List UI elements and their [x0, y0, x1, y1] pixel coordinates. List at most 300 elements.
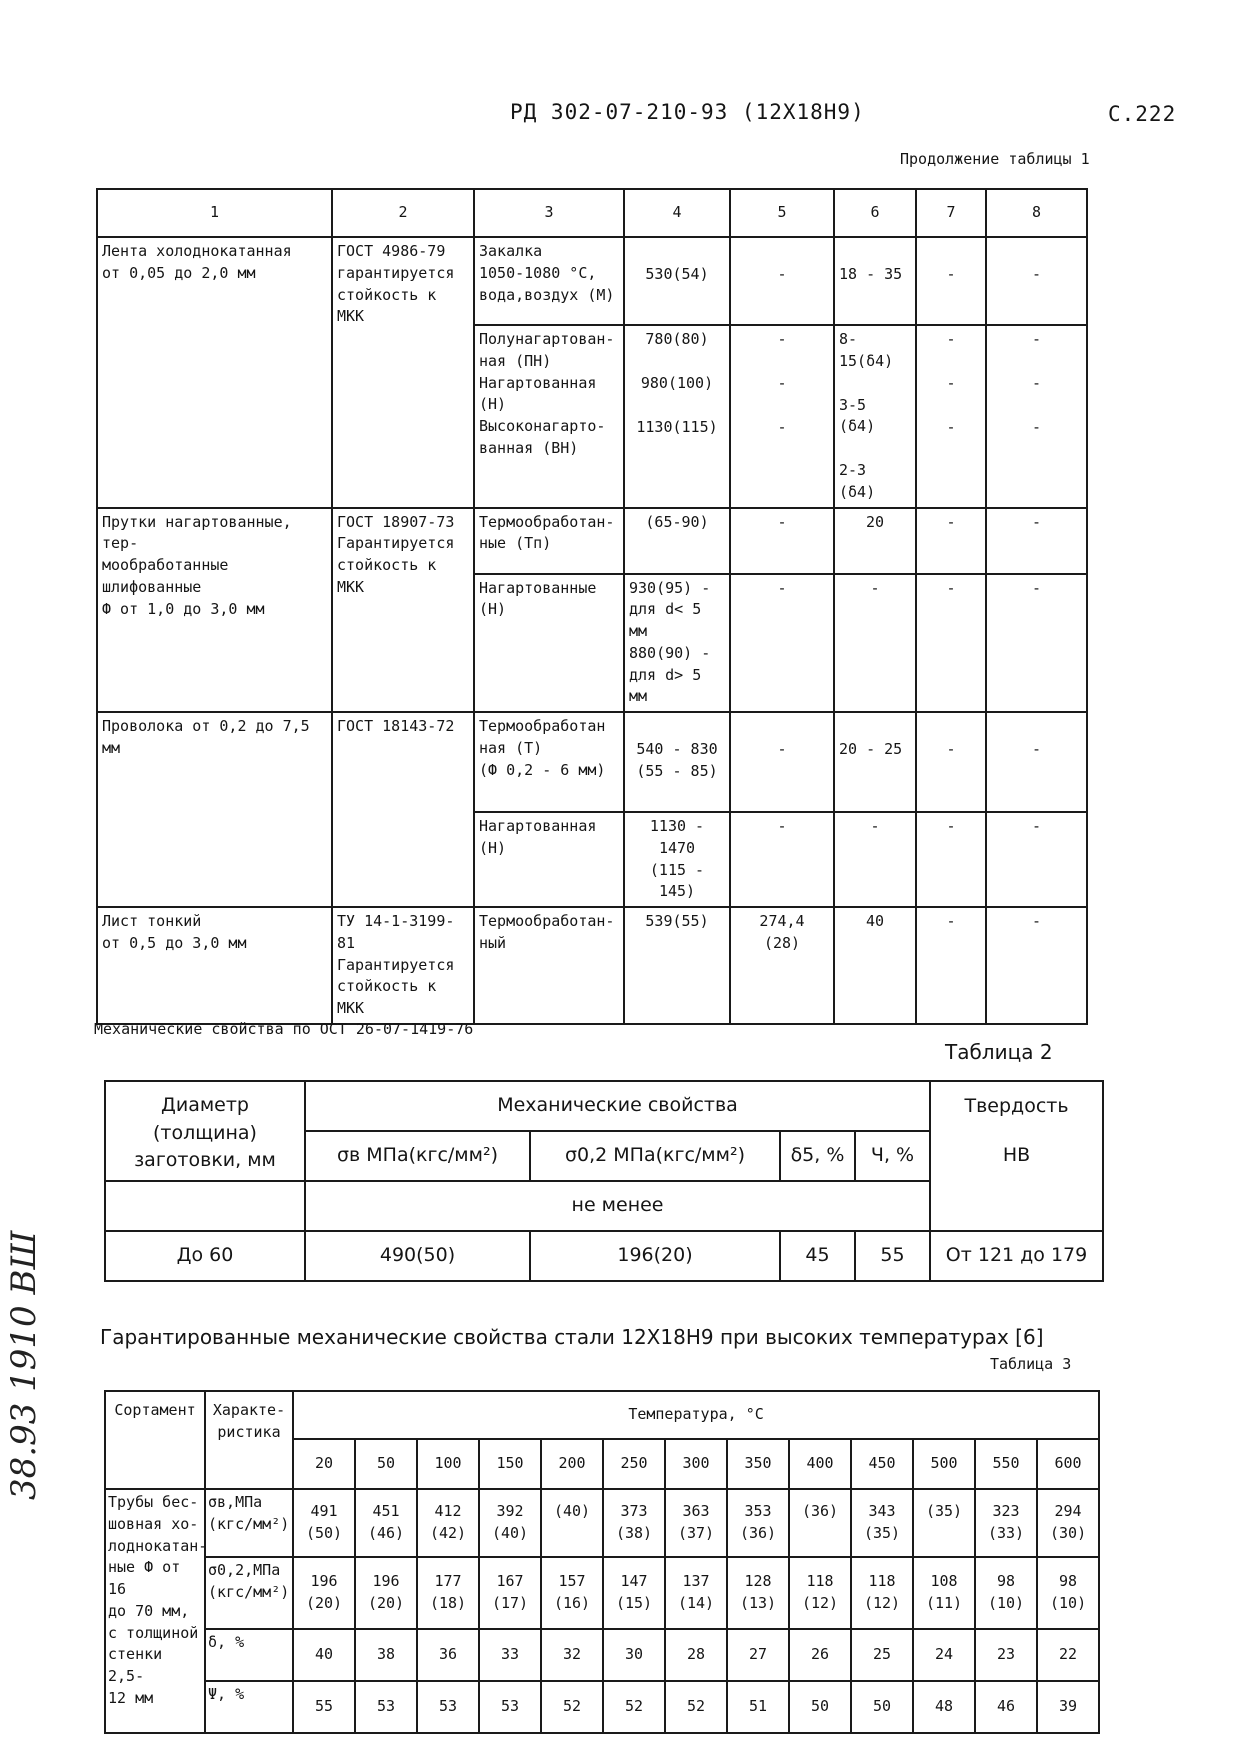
table-row [97, 907, 1087, 1024]
cell-line: (35) [863, 1524, 901, 1542]
value-cell [789, 1557, 851, 1629]
cell-line: 147 [620, 1572, 648, 1591]
value-cell [789, 1489, 851, 1557]
temperature-column-header: 400 [789, 1439, 851, 1489]
cell-line: МКК [337, 577, 365, 596]
tensile-strength-cell: 490(50) [305, 1231, 530, 1281]
cell-line: 46 [996, 1697, 1016, 1716]
cell-line: Термообработан- [479, 512, 615, 531]
cell-line: стойкость к [337, 556, 437, 574]
elongation-cell: 45 [780, 1231, 855, 1281]
cell-line: Нагартованная [479, 817, 597, 835]
col-header: 6 [834, 189, 916, 237]
cell-line: 1130(115) [636, 417, 718, 436]
value-cell [913, 1557, 975, 1629]
value-cell [916, 812, 986, 907]
cell-line: (15) [615, 1594, 653, 1612]
value-cell [789, 1681, 851, 1733]
value-cell [541, 1489, 603, 1557]
cell-line: (18) [429, 1594, 467, 1612]
cell-line: от 0,05 до 2,0 мм [102, 263, 256, 282]
cell-line: 412 [434, 1502, 462, 1521]
cell-line: 780(80) [645, 330, 709, 348]
value-cell [986, 907, 1087, 1024]
cell-line: Полунагартован- [479, 330, 615, 348]
cell-line: 18 - 35 [839, 265, 903, 283]
table-row [97, 508, 1087, 574]
cell-line: Ф от 1,0 до 3,0 мм [102, 599, 265, 618]
cell-line: - [1031, 512, 1042, 531]
cell-line: 27 [748, 1645, 768, 1664]
temperature-column-header: 200 [541, 1439, 603, 1489]
cell-line: (12) [863, 1594, 901, 1612]
cell-line: Гарантируется [337, 955, 455, 974]
cell-line: (16) [553, 1594, 591, 1612]
temperature-column-header: 50 [355, 1439, 417, 1489]
cell-line: 128 [744, 1572, 772, 1591]
value-cell [913, 1489, 975, 1557]
cell-line: 294 [1054, 1502, 1082, 1521]
value-cell [624, 237, 730, 325]
cell-line: - [777, 417, 787, 436]
cell-line: - [777, 265, 787, 283]
cell-line: - [946, 512, 956, 531]
value-cell [1037, 1629, 1099, 1681]
value-cell [355, 1629, 417, 1681]
mechanical-properties-header: Механические свойства [305, 1081, 930, 1131]
value-cell [851, 1629, 913, 1681]
cell-line: - [777, 817, 787, 835]
cell-line: - [946, 330, 956, 348]
table-row [105, 1629, 1099, 1681]
value-cell [541, 1681, 603, 1733]
value-cell [417, 1629, 479, 1681]
cell-line: (36) [801, 1502, 839, 1521]
product-cell [97, 508, 332, 713]
cell-line: 53 [376, 1697, 396, 1716]
cell-line: 980(100) [640, 373, 714, 392]
cell-line: 53 [500, 1697, 520, 1716]
cell-line: - [1031, 265, 1042, 283]
cell-line: до 70 мм, [108, 1601, 190, 1620]
cell-line: (40) [553, 1502, 591, 1521]
cell-line: шовная хо- [108, 1514, 199, 1533]
standard-cell [332, 237, 474, 508]
sortament-header: Сортамент [105, 1391, 205, 1489]
cell-line: (Н) [479, 395, 507, 414]
cell-line: (50) [305, 1524, 343, 1542]
temperature-column-header: 500 [913, 1439, 975, 1489]
value-cell [986, 574, 1087, 713]
cell-line: ная (ПН) [479, 351, 552, 370]
col-header: 7 [916, 189, 986, 237]
cell-line: - [777, 578, 787, 597]
cell-line: 539(55) [645, 912, 709, 930]
diameter-header: Диаметр (толщина) заготовки, мм [105, 1081, 305, 1181]
cell-line: Ψ, % [208, 1685, 245, 1703]
value-cell [730, 812, 834, 907]
value-cell [624, 325, 730, 508]
cell-line: - [946, 417, 956, 436]
characteristic-header [205, 1391, 293, 1489]
cell-line: (11) [925, 1594, 963, 1612]
value-cell [665, 1489, 727, 1557]
value-cell [916, 237, 986, 325]
value-cell [834, 574, 916, 713]
yield-strength-cell: 196(20) [530, 1231, 780, 1281]
value-cell [624, 812, 730, 907]
cell-line: 38 [376, 1645, 396, 1664]
value-cell [834, 237, 916, 325]
value-cell [986, 508, 1087, 574]
col-header: 8 [986, 189, 1087, 237]
hardness-cell: От 121 до 179 [930, 1231, 1103, 1281]
cell-line: - [1031, 330, 1042, 348]
cell-line: - [777, 373, 787, 392]
cell-line: - [777, 512, 787, 531]
cell-line: 137 [682, 1572, 710, 1591]
cell-line: 24 [934, 1645, 954, 1664]
table-row [97, 237, 1087, 325]
cell-line: 157 [558, 1572, 586, 1591]
cell-line: (115 - 145) [649, 860, 705, 901]
cell-line: 52 [624, 1697, 644, 1716]
cell-line: (33) [987, 1524, 1025, 1542]
cell-line: (37) [677, 1524, 715, 1542]
cell-line: ГОСТ 18907-73 [337, 512, 455, 531]
value-cell [624, 508, 730, 574]
value-cell [1037, 1489, 1099, 1557]
cell-line: - [1031, 417, 1042, 436]
cell-line: - [1031, 912, 1042, 930]
value-cell [986, 325, 1087, 508]
cell-line: 3-5 (δ4) [839, 395, 876, 436]
characteristic-cell [205, 1557, 293, 1629]
col-header: 4 [624, 189, 730, 237]
value-cell [916, 508, 986, 574]
cell-line: 12 мм [108, 1688, 154, 1707]
condition-cell [474, 907, 624, 1024]
cell-line: (Н) [479, 838, 507, 857]
value-cell [913, 1629, 975, 1681]
cell-line: (14) [677, 1594, 715, 1612]
value-cell [727, 1629, 789, 1681]
temperature-column-header: 600 [1037, 1439, 1099, 1489]
cell-line: 118 [868, 1572, 896, 1591]
cell-line: Характе- [212, 1401, 286, 1419]
cell-line: - [870, 817, 880, 835]
value-cell [916, 712, 986, 812]
cell-line: (кгс/мм²) [208, 1514, 290, 1533]
temperature-column-header: 250 [603, 1439, 665, 1489]
handwritten-note: 38.93 1910 ВШ [4, 1230, 44, 1500]
value-cell [603, 1629, 665, 1681]
cell-line: (12) [801, 1594, 839, 1612]
value-cell [851, 1489, 913, 1557]
cell-line: (10) [987, 1594, 1025, 1612]
cell-line: 167 [496, 1572, 524, 1591]
cell-line: 363 [682, 1502, 710, 1521]
cell-line: σ0,2,МПа [208, 1561, 281, 1579]
temperature-column-header: 550 [975, 1439, 1037, 1489]
cell-line: - [777, 740, 787, 758]
cell-line: ГОСТ 4986-79 [337, 242, 446, 260]
cell-line: (36) [739, 1524, 777, 1542]
condition-cell [474, 508, 624, 574]
value-cell [916, 325, 986, 508]
cell-line: Термообработан [479, 717, 606, 735]
value-cell [730, 237, 834, 325]
cell-line: - [946, 373, 956, 392]
value-cell [834, 712, 916, 812]
value-cell [730, 907, 834, 1024]
value-cell [789, 1629, 851, 1681]
cell-line: стойкость к МКК [337, 977, 437, 1017]
cell-line: ный [479, 933, 507, 952]
standard-cell [332, 712, 474, 907]
value-cell [355, 1557, 417, 1629]
cell-line: Нагартованные (Н) [479, 578, 597, 619]
cell-line: (38) [615, 1524, 653, 1542]
cell-line: вода,воздух (М) [479, 285, 615, 304]
cell-line: (20) [367, 1594, 405, 1612]
value-cell [624, 712, 730, 812]
cell-line: σв,МПа [208, 1493, 263, 1511]
cell-line: 32 [562, 1645, 582, 1664]
cell-line: 530(54) [645, 265, 709, 283]
cell-line: Лист тонкий [102, 912, 202, 930]
cell-line: Термообработан- [479, 912, 615, 930]
cell-line: Прутки нагартованные, тер- [102, 512, 292, 553]
temperature-column-header: 350 [727, 1439, 789, 1489]
characteristic-cell [205, 1629, 293, 1681]
value-cell [624, 907, 730, 1024]
cell-line: - [946, 817, 956, 835]
cell-line: мообработанные шлифованные [102, 556, 229, 596]
table-1-header-row [97, 189, 1087, 237]
cell-line: ные Ф от 16 [108, 1558, 181, 1598]
cell-line: Высоконагарто- [479, 417, 606, 435]
cell-line: 118 [806, 1572, 834, 1591]
value-cell [541, 1629, 603, 1681]
cell-line: Лента холоднокатанная [102, 242, 292, 260]
cell-line: - [1031, 578, 1042, 597]
value-cell [603, 1681, 665, 1733]
cell-line: 48 [934, 1697, 954, 1716]
cell-line: Нагартованная [479, 373, 597, 392]
table-row [105, 1231, 1103, 1281]
cell-line: 28 [686, 1645, 706, 1664]
value-cell [624, 574, 730, 713]
yield-strength-header: σ0,2 МПа(кгс/мм²) [530, 1131, 780, 1181]
value-cell [293, 1557, 355, 1629]
cell-line: 20 [865, 512, 885, 531]
temperature-column-header: 300 [665, 1439, 727, 1489]
cell-line: 55 [314, 1697, 334, 1716]
value-cell [834, 907, 916, 1024]
value-cell [730, 508, 834, 574]
cell-line: (30) [1049, 1524, 1087, 1542]
col-header: 1 [97, 189, 332, 237]
value-cell [913, 1681, 975, 1733]
cell-line: - [1031, 373, 1042, 392]
value-cell [851, 1681, 913, 1733]
cell-line: δ, % [208, 1633, 245, 1651]
cell-line: с толщиной [108, 1623, 199, 1642]
value-cell [541, 1557, 603, 1629]
cell-line: 52 [686, 1697, 706, 1716]
cell-line: (20) [305, 1594, 343, 1612]
cell-line: (10) [1049, 1594, 1087, 1612]
cell-line: 491 [310, 1502, 338, 1521]
cell-line: 8-15(δ4) [839, 330, 894, 370]
value-cell [479, 1681, 541, 1733]
cell-line: 274,4 [759, 912, 805, 930]
cell-line: (17) [491, 1594, 529, 1612]
cell-line: 40 [314, 1645, 334, 1664]
tensile-strength-header: σв МПа(кгс/мм²) [305, 1131, 530, 1181]
value-cell [730, 574, 834, 713]
cell-line: (42) [429, 1524, 467, 1542]
value-cell [293, 1681, 355, 1733]
sortament-cell [105, 1489, 208, 1733]
value-cell [479, 1629, 541, 1681]
value-cell [417, 1681, 479, 1733]
value-cell [975, 1629, 1037, 1681]
value-cell [834, 812, 916, 907]
cell-line: Трубы бес- [108, 1493, 199, 1511]
table-2 [104, 1080, 1104, 1282]
cell-line: 50 [872, 1697, 892, 1716]
cell-line: 51 [748, 1697, 768, 1716]
reduction-header: Ч, % [855, 1131, 930, 1181]
cell-line: (Ф 0,2 - 6 мм) [479, 760, 606, 779]
cell-line: (46) [367, 1524, 405, 1542]
cell-line: 50 [810, 1697, 830, 1716]
value-cell [727, 1681, 789, 1733]
cell-line: 98 [996, 1572, 1016, 1591]
cell-line: для d< 5 мм [629, 600, 702, 640]
cell-line: - [870, 578, 880, 597]
table-continuation-label: Продолжение таблицы 1 [900, 150, 1090, 168]
col-header: 5 [730, 189, 834, 237]
cell-line: Гарантируется [337, 534, 455, 553]
value-cell [1037, 1681, 1099, 1733]
cell-line: (13) [739, 1594, 777, 1612]
cell-line: (55 - 85) [636, 761, 718, 780]
value-cell [417, 1557, 479, 1629]
cell-line: 98 [1059, 1572, 1078, 1591]
table-3 [104, 1390, 1100, 1734]
cell-line: 343 [868, 1502, 896, 1521]
cell-line: (40) [491, 1524, 529, 1542]
cell-line [792, 1523, 848, 1545]
value-cell [986, 237, 1087, 325]
value-cell [727, 1489, 789, 1557]
value-cell [603, 1489, 665, 1557]
cell-line: Проволока от 0,2 до 7,5 мм [102, 717, 310, 757]
cell-line: 108 [930, 1572, 958, 1591]
cell-line [916, 1523, 972, 1545]
value-cell [986, 712, 1087, 812]
characteristic-cell [205, 1489, 293, 1557]
cell-line: 1130 - 1470 [649, 817, 705, 857]
cell-line: ТУ 14-1-3199-81 [337, 912, 455, 952]
condition-cell [474, 574, 624, 713]
cell-line: (28) [763, 933, 801, 952]
cell-line: - [1031, 740, 1042, 758]
cell-line: гарантируется [337, 263, 455, 282]
table-row [105, 1681, 1099, 1733]
document-code: РД 302-07-210-93 (12Х18Н9) [510, 100, 865, 124]
value-cell [851, 1557, 913, 1629]
value-cell [986, 812, 1087, 907]
cell-line: 177 [434, 1572, 462, 1591]
cell-line: 53 [438, 1697, 458, 1716]
value-cell [293, 1489, 355, 1557]
not-less-label: не менее [305, 1181, 930, 1231]
cell-line: ванная (ВН) [479, 438, 579, 457]
cell-line: стойкость к МКК [337, 285, 437, 326]
value-cell [975, 1681, 1037, 1733]
value-cell [727, 1557, 789, 1629]
value-cell [479, 1489, 541, 1557]
value-cell [916, 574, 986, 713]
cell-line: 540 - 830 [636, 740, 718, 758]
cell-line: - [946, 578, 956, 597]
cell-line: ные (Тп) [479, 534, 552, 553]
temperature-header: Температура, °С [293, 1391, 1099, 1439]
cell-line: 196 [310, 1572, 338, 1591]
value-cell [730, 712, 834, 812]
condition-cell [474, 325, 624, 508]
value-cell [834, 508, 916, 574]
cell-line: 23 [996, 1645, 1016, 1664]
characteristic-cell [205, 1681, 293, 1733]
value-cell [665, 1557, 727, 1629]
value-cell [730, 325, 834, 508]
cell-line: 196 [372, 1572, 400, 1591]
value-cell [665, 1681, 727, 1733]
cell-line: - [946, 265, 956, 283]
table-3-label: Таблица 3 [990, 1355, 1072, 1373]
cell-line: 373 [620, 1502, 648, 1521]
cell-line: - [777, 330, 787, 348]
cell-line: 930(95) - [629, 578, 711, 597]
value-cell [479, 1557, 541, 1629]
hardness-header: Твердость [930, 1081, 1103, 1131]
cell-line: (65-90) [645, 512, 709, 531]
value-cell [665, 1629, 727, 1681]
reduction-cell: 55 [855, 1231, 930, 1281]
table-row [105, 1557, 1099, 1629]
cell-line: Закалка [479, 242, 543, 260]
cell-line: 353 [744, 1502, 772, 1521]
cell-line: - [946, 740, 956, 758]
cell-line: 2-3 (δ4) [839, 461, 876, 501]
cell-line: 36 [438, 1645, 458, 1664]
table-2-caption: Механические свойства по ОСТ 26-07-1419-76 [94, 1020, 474, 1038]
cell-line: 33 [500, 1645, 520, 1664]
condition-cell [474, 812, 624, 907]
temperature-column-header: 100 [417, 1439, 479, 1489]
cell-line: 30 [624, 1645, 644, 1664]
temperature-column-header: 20 [293, 1439, 355, 1489]
cell-line: (35) [925, 1502, 963, 1521]
value-cell [1037, 1557, 1099, 1629]
standard-cell [332, 508, 474, 713]
value-cell [355, 1681, 417, 1733]
